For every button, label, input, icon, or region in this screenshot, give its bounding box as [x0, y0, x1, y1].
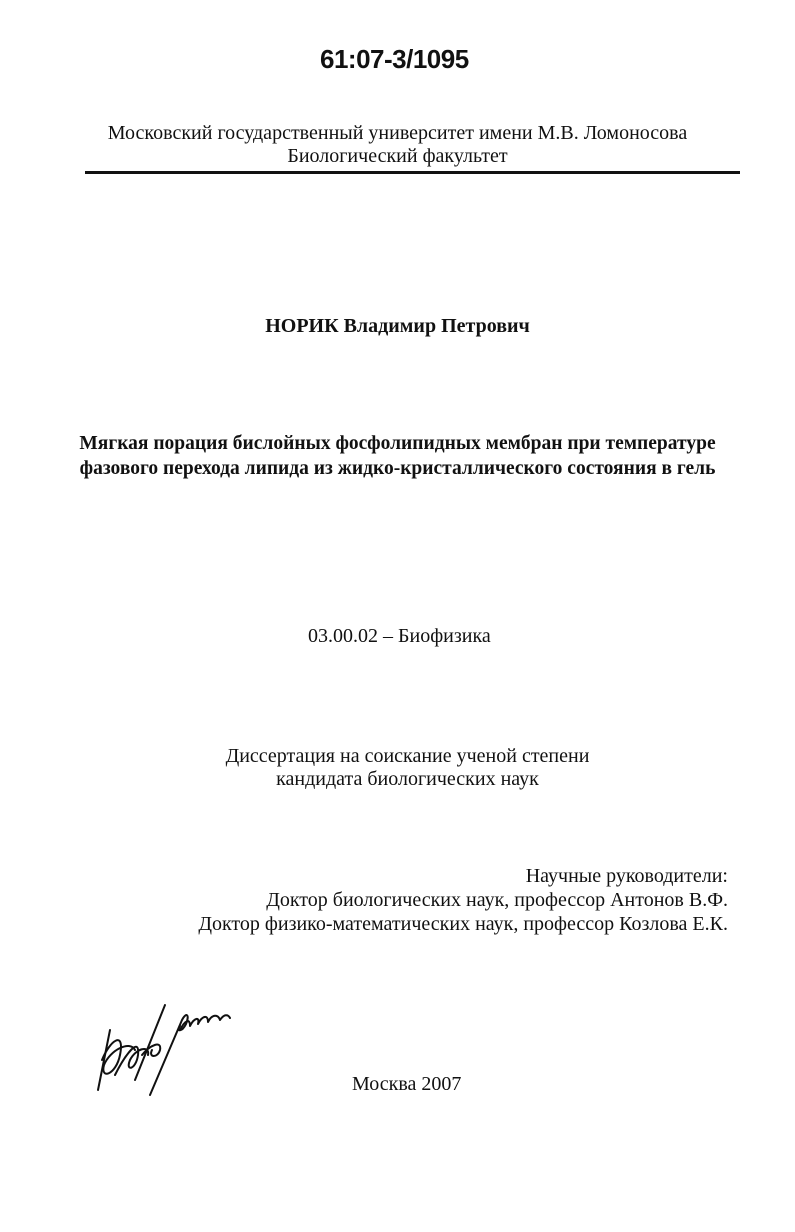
supervisor-1: Доктор биологических наук, профессор Антонов В.Ф.	[266, 889, 728, 911]
signature-image	[90, 1000, 240, 1100]
city-year: Москва 2007	[352, 1073, 462, 1095]
supervisors-heading: Научные руководители:	[525, 865, 728, 887]
header-divider	[85, 171, 740, 174]
supervisor-2: Доктор физико-математических наук, профессор Козлова Е.К.	[198, 913, 728, 935]
thesis-title-line-2: фазового перехода липида из жидко-кристаллического состояния в гель	[79, 458, 716, 479]
degree-line-2: кандидата биологических наук	[276, 768, 539, 790]
catalog-code: 61:07-3/1095	[320, 44, 469, 74]
degree-line-1: Диссертация на соискание ученой степени	[225, 745, 590, 767]
specialty-code: 03.00.02 – Биофизика	[308, 625, 491, 647]
faculty-name: Биологический факультет	[287, 145, 508, 167]
thesis-title-line-1: Мягкая порация бислойных фосфолипидных мембран при температуре	[79, 433, 716, 454]
author-name: НОРИК Владимир Петрович	[265, 315, 530, 337]
university-name: Московский государственный университет имени М.В. Ломоносова	[107, 122, 688, 144]
